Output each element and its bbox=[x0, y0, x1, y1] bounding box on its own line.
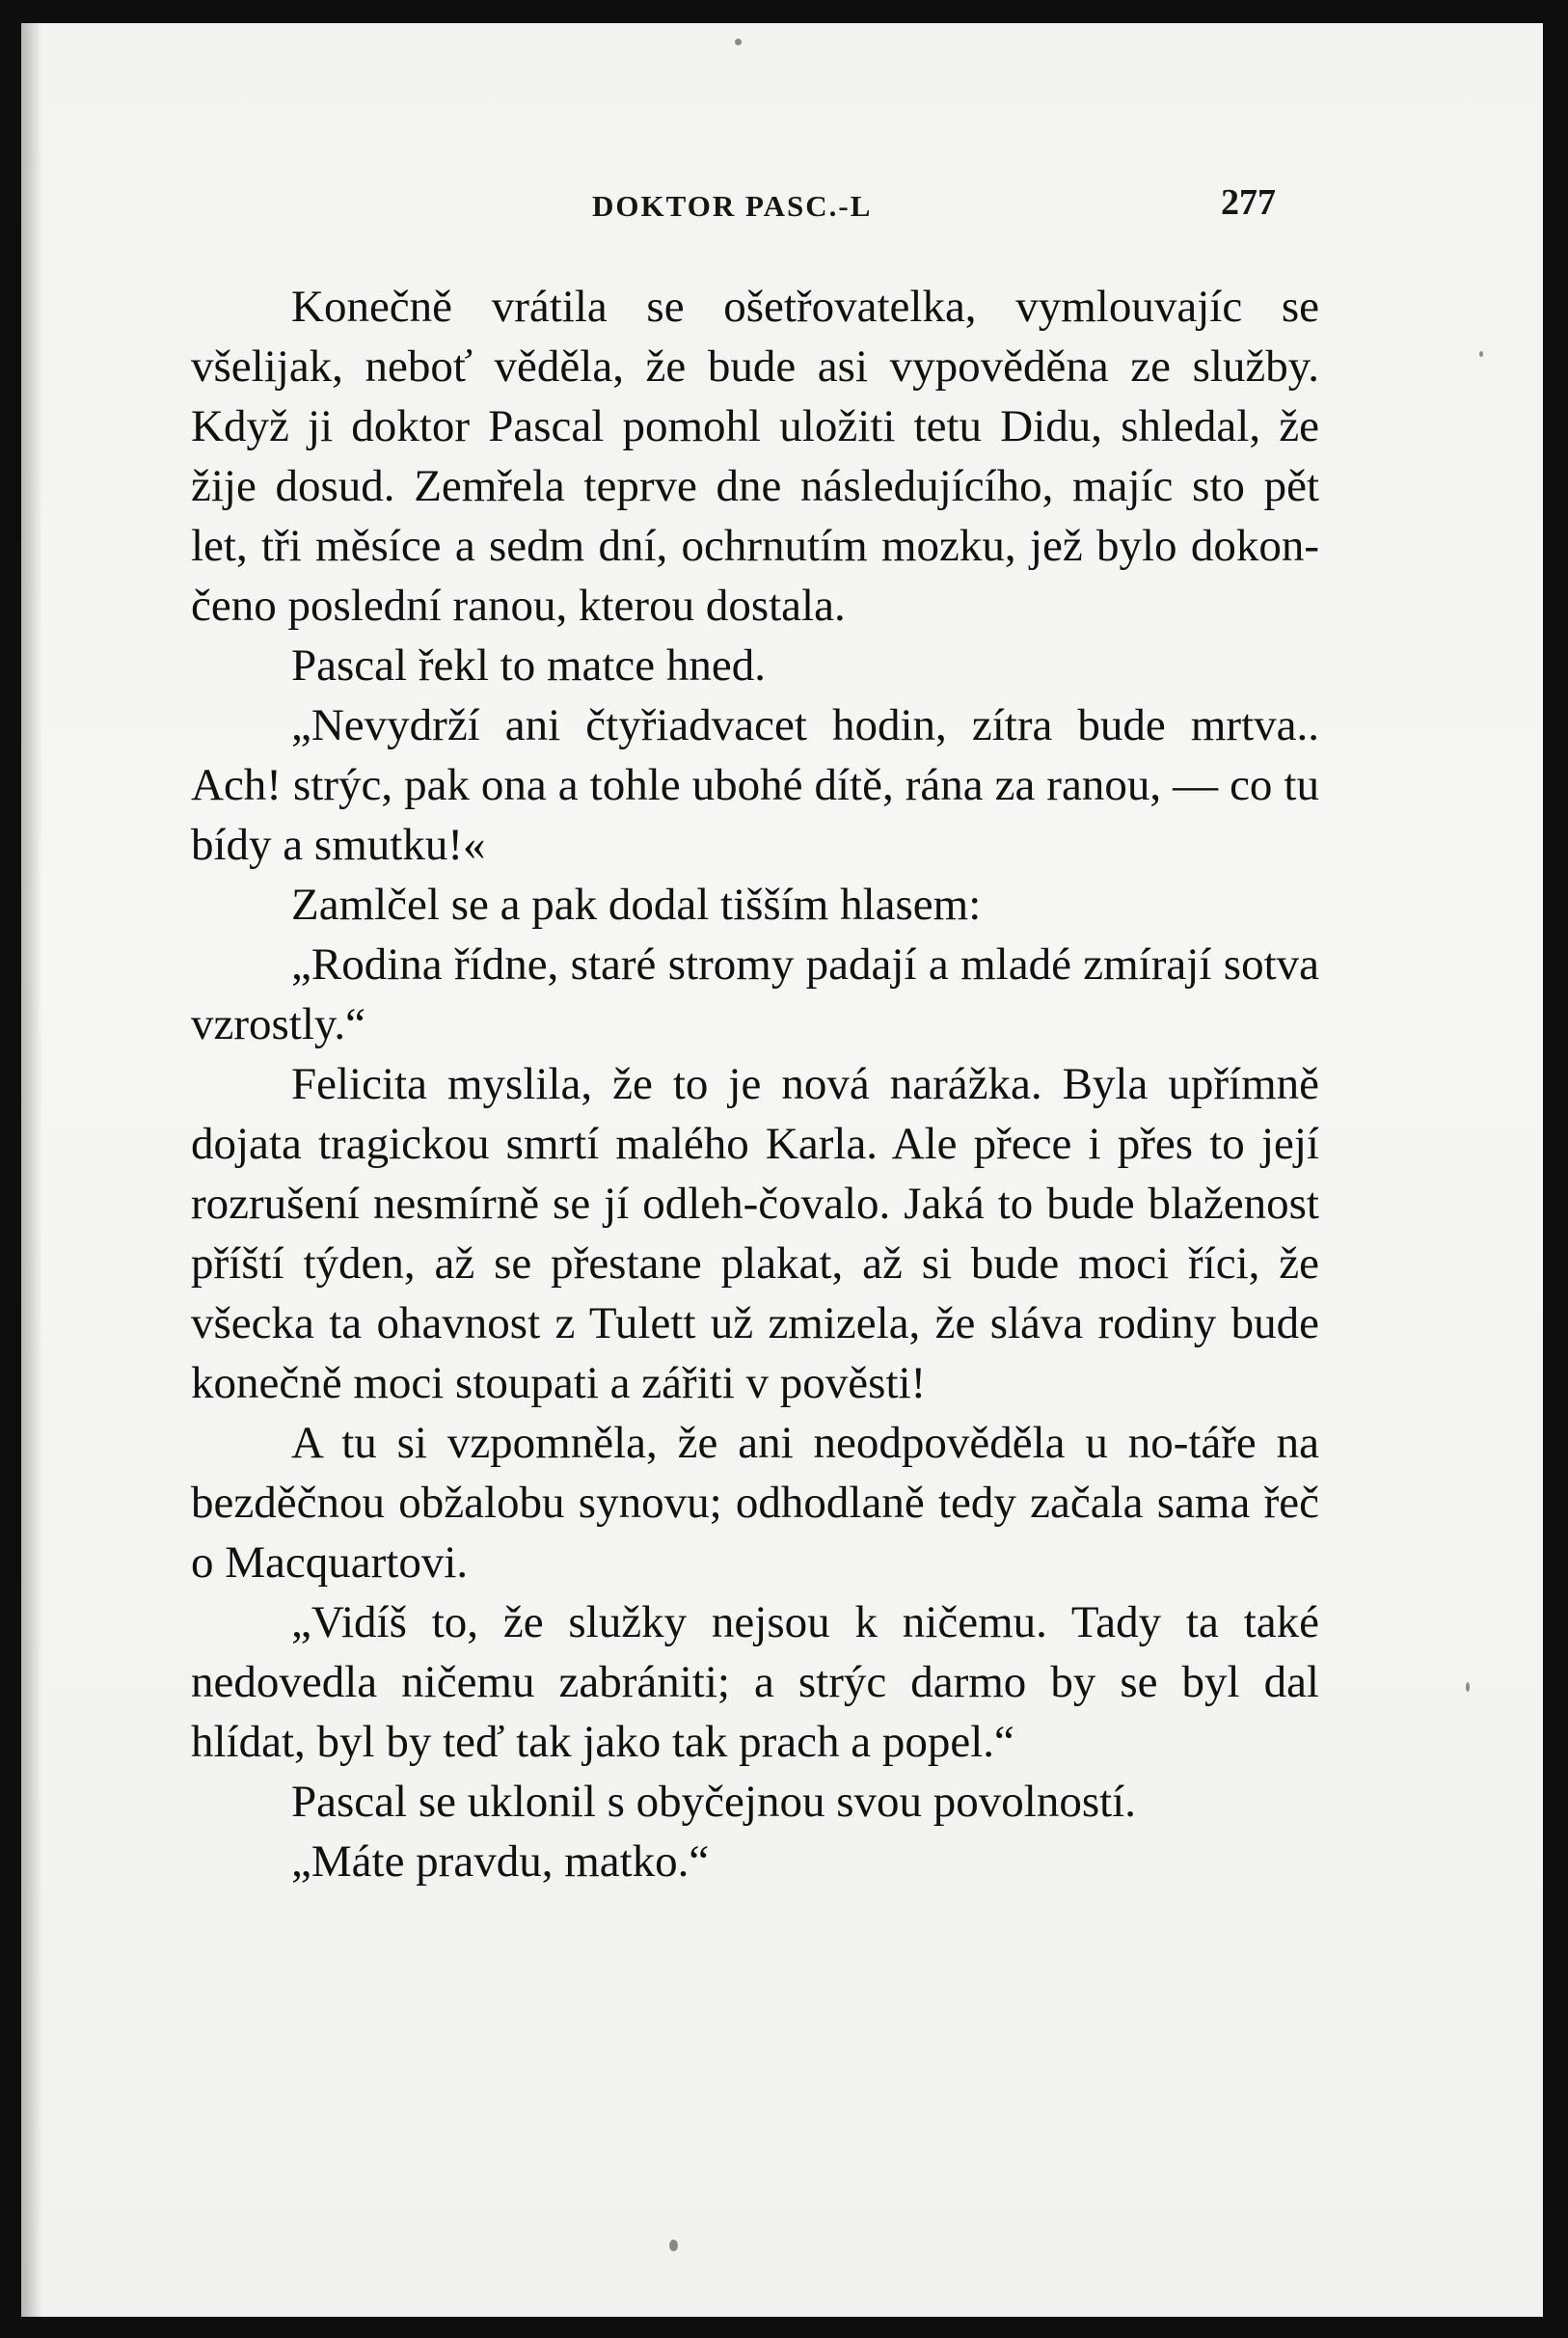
paragraph: Konečně vrátila se ošetřovatelka, vymlouvajíc se všelijak, neboť věděla, že bude asi vypověděna ze služby. Když ji doktor Pascal pomohl uložiti tetu Didu, shledal, že žije dosud. Zemřela teprve dne následujícího, majíc sto pět let, tři měsíce a sedm dní, ochrnutím mozku, jež bylo dokon-čeno poslední ranou, kterou dostala. bbox=[191, 282, 1319, 631]
scan-speck bbox=[1466, 1682, 1470, 1692]
paragraph: A tu si vzpomněla, že ani neodpověděla u no-táře na bezděčnou obžalobu synovu; odhodlaně tedy začala sama řeč o Macquartovi. bbox=[191, 1418, 1319, 1588]
scan-speck bbox=[735, 39, 742, 45]
page-number: 277 bbox=[1221, 182, 1276, 223]
page-header bbox=[21, 168, 1543, 226]
paragraph: Pascal se uklonil s obyčejnou svou povolností. bbox=[291, 1777, 1136, 1827]
paragraph: „Nevydrží ani čtyřiadvacet hodin, zítra bude mrtva.. Ach! strýc, pak ona a tohle ubohé dítě, rána za ranou, — co tu bídy a smutku!« bbox=[191, 700, 1319, 870]
paragraph: Pascal řekl to matce hned. bbox=[291, 640, 767, 691]
body-text bbox=[191, 277, 1319, 1891]
paragraph: Felicita myslila, že to je nová narážka. Byla upřímně dojata tragickou smrtí malého Karla. Ale přece i přes to její rozrušení nesmírně se jí odleh-čovalo. Jaká to bude blaženost příští týden, až se přestane plakat, až si bude moci říci, že všecka ta ohavnost z Tulett už zmizela, že sláva rodiny bude konečně moci stoupati a zářiti v pověsti! bbox=[191, 1059, 1319, 1408]
running-title: DOKTOR PASC.-L bbox=[592, 189, 873, 223]
paragraph: „Vidíš to, že služky nejsou k ničemu. Tady ta také nedovedla ničemu zabrániti; a strýc darmo by se byl dal hlídat, byl by teď tak jako tak prach a popel.“ bbox=[191, 1597, 1319, 1767]
paragraph: „Rodina řídne, staré stromy padají a mladé zmírají sotva vzrostly.“ bbox=[191, 939, 1319, 1049]
paragraph: Zamlčel se a pak dodal tišším hlasem: bbox=[291, 880, 982, 930]
book-page bbox=[21, 23, 1543, 2317]
scan-speck bbox=[669, 2240, 678, 2251]
scan-speck bbox=[1479, 351, 1483, 357]
paragraph: „Máte pravdu, matko.“ bbox=[291, 1836, 710, 1887]
gutter-shadow bbox=[21, 23, 42, 2317]
